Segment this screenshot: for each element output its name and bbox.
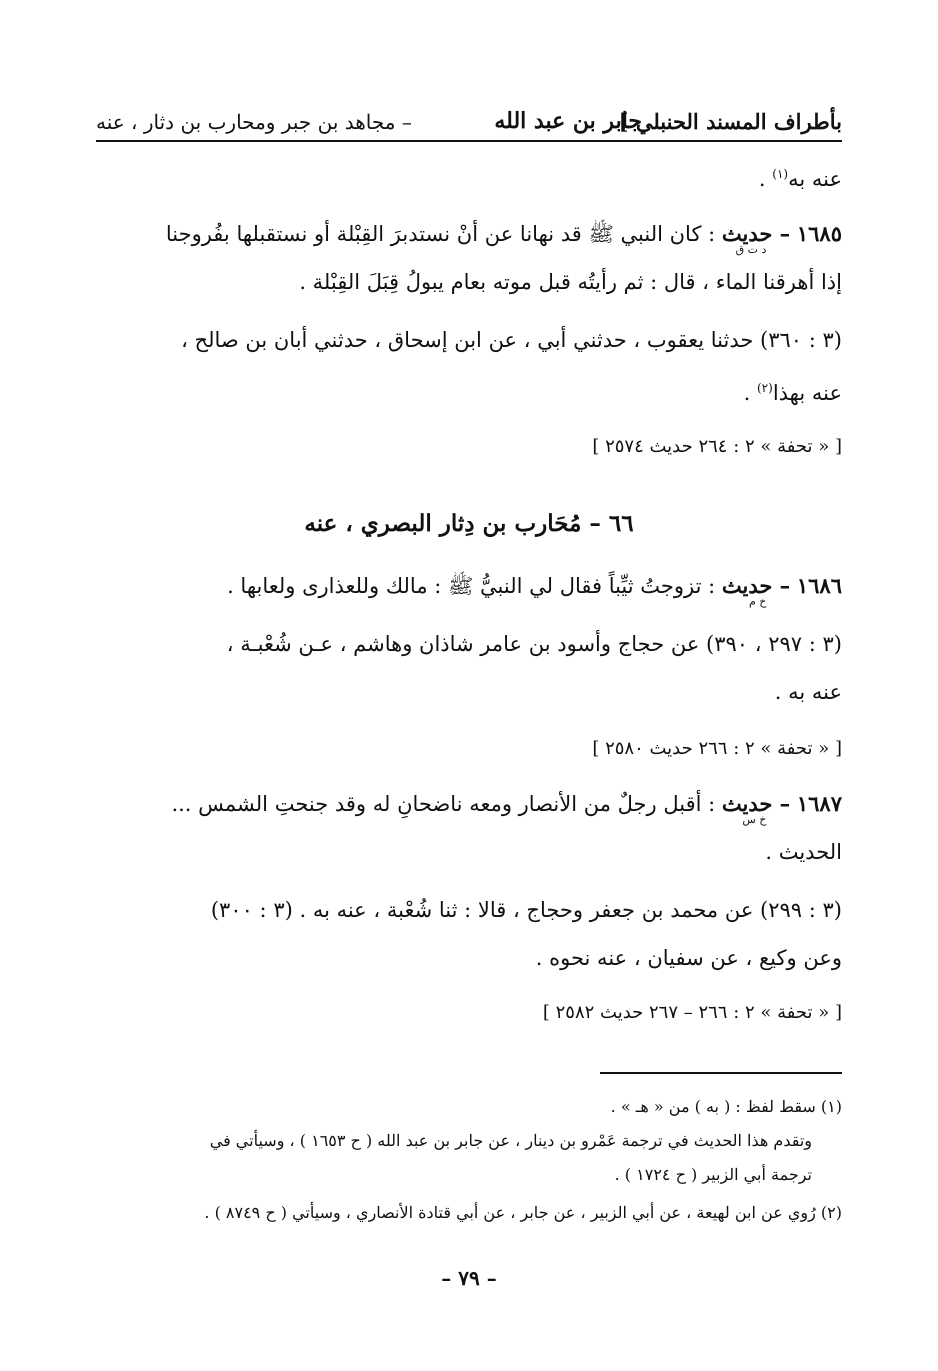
footnote-separator: [600, 1072, 842, 1074]
source-sigla: خ س: [742, 813, 767, 826]
footnote-1-line-2: وتقدم هذا الحديث في ترجمة عَمْرو بن دينار ، عن جابر بن عبد الله ( ح ١٦٥٣ ) ، وسيأتي في: [209, 1131, 812, 1150]
isnad-line-2: وعن وكيع ، عن سفيان ، عنه نحوه .: [535, 946, 842, 970]
footnote-marker-2: (٢): [756, 381, 773, 395]
tuhfa-reference-1685: [ « تحفة » ٢ : ٢٦٤ حديث ٢٥٧٤ ]: [592, 436, 842, 457]
isnad-1685: [96, 316, 842, 417]
footnote-marker-1: (١): [772, 167, 789, 181]
hadith-1685-line-2: إذا أهرقنا الماء ، قال : ثم رأيتُه قبل موته بعام يبولُ قِبَلَ القِبْلة .: [299, 270, 842, 294]
hadith-text: : أقبل رجلٌ من الأنصار ومعه ناضحانِ له وقد جنحتِ الشمس ...: [171, 792, 722, 816]
fragment-end: .: [758, 167, 773, 191]
hadith-1685: [96, 210, 842, 306]
hadith-number: ١٦٨٥: [796, 221, 842, 246]
footnote-1-line-1: (١) سقط لفظ : ( به ) من « هـ » .: [610, 1097, 842, 1116]
hadith-text: : تزوجتُ ثيِّباً فقال لي النبيُّ ﷺ : مالك وللعذارى ولعابها .: [227, 574, 722, 598]
header-section-names: – مجاهد بن جبر ومحارب بن دثار ، عنه: [96, 110, 412, 134]
isnad-line-1: (٣ : ٣٦٠) حدثنا يعقوب ، حدثني أبي ، عن ابن إسحاق ، حدثني أبان بن صالح ،: [181, 328, 842, 352]
hadith-text: : كان النبي ﷺ قد نهانا عن أنْ نستدبرَ القِبْلة أو نستقبلها بفُروجنا: [165, 222, 722, 246]
tuhfa-reference-1687: [ « تحفة » ٢ : ٢٦٦ – ٢٦٧ حديث ٢٥٨٢ ]: [542, 1002, 842, 1023]
source-sigla: د ت ق: [735, 243, 767, 256]
top-fragment: [96, 150, 842, 203]
header-book-title: بأطراف المسند الحنبلي ]: [618, 109, 842, 134]
source-sigla: خ م: [748, 595, 767, 608]
tuhfa-reference-1686: [ « تحفة » ٢ : ٢٦٦ حديث ٢٥٨٠ ]: [592, 738, 842, 759]
hadith-1687-line-1: ١٦٨٧ – حديث خ س : أقبل رجلٌ من الأنصار ومعه ناضحانِ له وقد جنحتِ الشمس ...: [171, 791, 842, 826]
hadith-keyword: حديث خ س: [721, 791, 773, 826]
hadith-keyword: حديث خ م: [721, 573, 773, 608]
hadith-1686: ١٦٨٦ – حديث خ م : تزوجتُ ثيِّباً فقال لي النبيُّ ﷺ : مالك وللعذارى ولعابها .: [227, 573, 842, 608]
footnote-2: (٢) رُوي عن ابن لهيعة ، عن أبي الزبير ، عن جابر ، عن أبي قتادة الأنصاري ، وسيأتي ( ح ٨٧٤٩ ) .: [204, 1203, 842, 1222]
section-title: ٦٦ – مُحَارب بن دِثار البصري ، عنه: [304, 510, 634, 537]
fragment-text: عنه به: [788, 167, 842, 191]
running-header: [96, 100, 842, 142]
hadith-1687-line-2: الحديث .: [765, 840, 842, 864]
hadith-keyword: حديث د ت ق: [721, 221, 773, 256]
isnad-line-2: عنه به .: [774, 680, 842, 704]
hadith-number: ١٦٨٧: [796, 791, 842, 816]
footnote-1: [96, 1090, 842, 1192]
isnad-1687: [96, 886, 842, 982]
header-companion-name: جابر بن عبد الله: [494, 108, 642, 134]
isnad-1686: [96, 620, 842, 716]
isnad-line-2: عنه بهذا$^{(٢)}$ .: [743, 381, 842, 405]
hadith-1687: [96, 780, 842, 876]
page-number: – ٧٩ –: [441, 1266, 497, 1290]
isnad-line-1: (٣ : ٢٩٩) عن محمد بن جعفر وحجاج ، قالا : ثنا شُعْبة ، عنه به . (٣ : ٣٠٠): [210, 898, 842, 922]
hadith-number: ١٦٨٦: [796, 573, 842, 598]
isnad-line-1: (٣ : ٢٩٧ ، ٣٩٠) عن حجاج وأسود بن عامر شاذان وهاشم ، عـن شُعْبـة ،: [226, 632, 842, 656]
hadith-1685-line-1: ١٦٨٥ – حديث د ت ق : كان النبي ﷺ قد نهانا عن أنْ نستدبرَ القِبْلة أو نستقبلها بفُروجنا: [165, 221, 842, 256]
footnote-1-line-3: ترجمة أبي الزبير ( ح ١٧٢٤ ) .: [614, 1165, 812, 1184]
